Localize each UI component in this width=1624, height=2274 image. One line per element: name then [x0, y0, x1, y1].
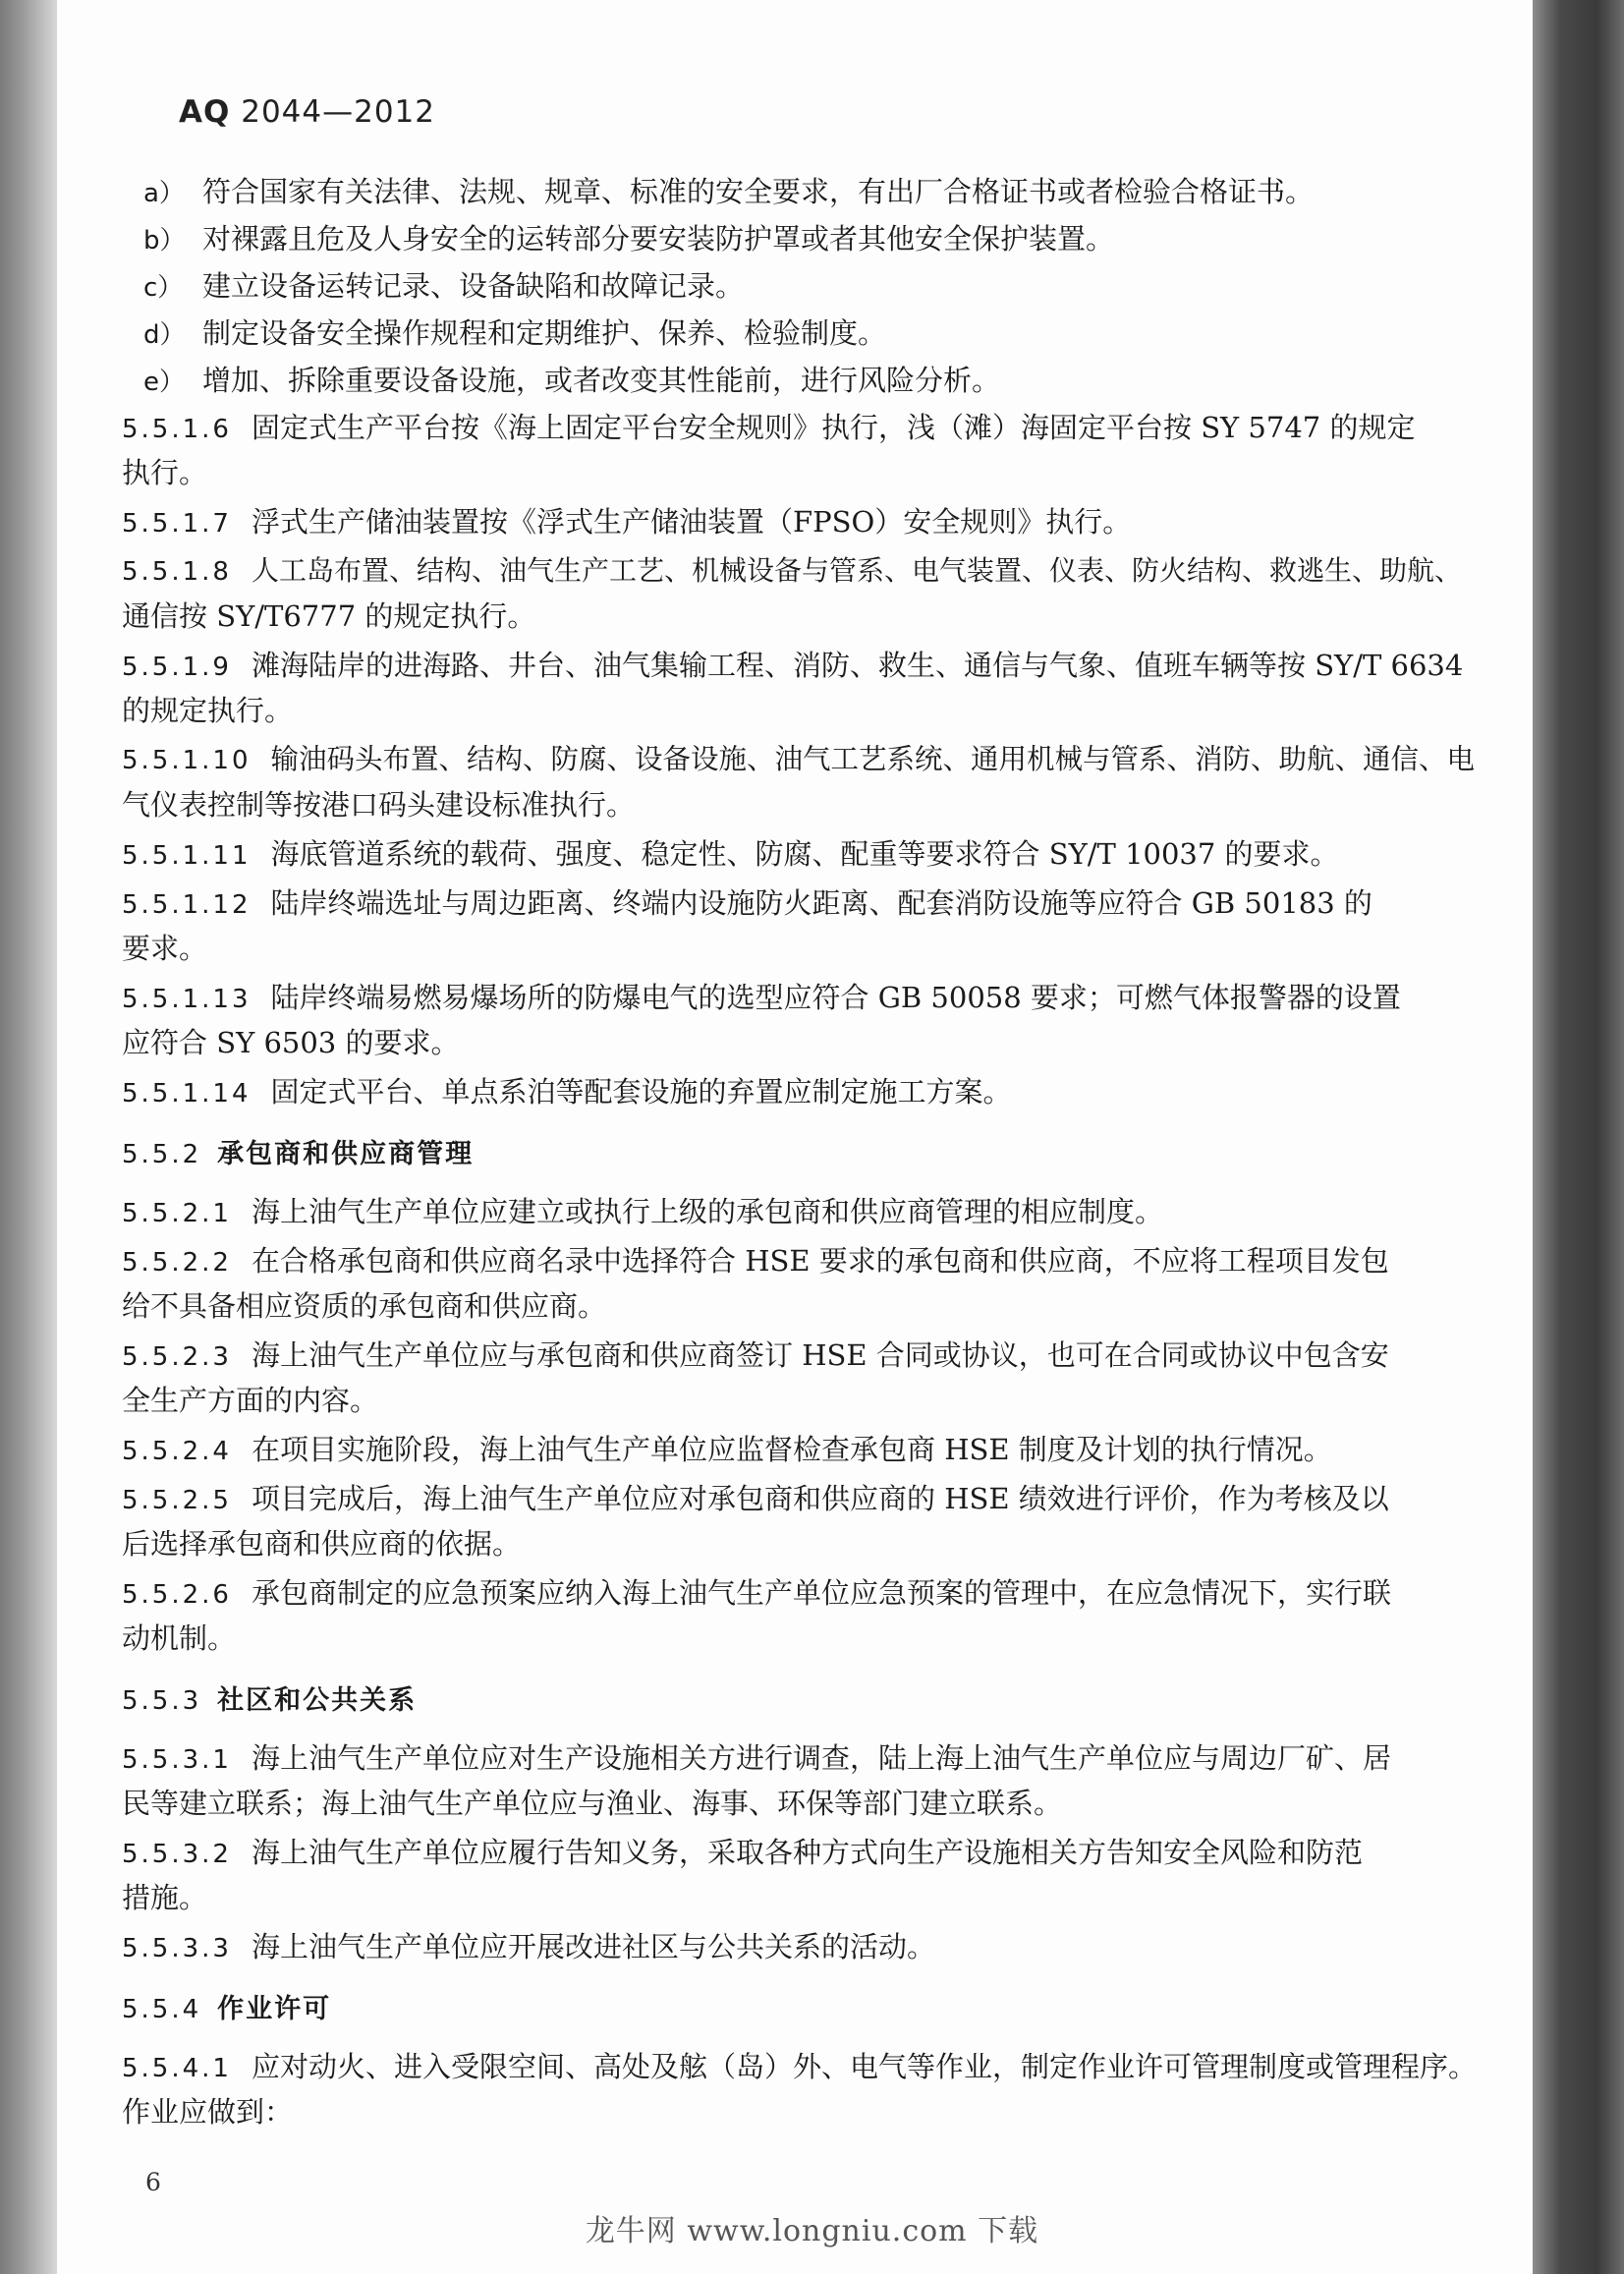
standard-prefix: AQ — [179, 94, 231, 130]
clause-5532: 5.5.3.2 海上油气生产单位应履行告知义务，采取各种方式向生产设施相关方告知安全风险和防范 措施。 — [122, 1836, 1363, 1914]
scan-edge-left — [0, 0, 57, 2274]
standard-number: 2044—2012 — [241, 94, 436, 130]
clause-5525: 5.5.2.5 项目完成后，海上油气生产单位应对承包商和供应商的 HSE 绩效进行评价，作为考核及以 后选择承包商和供应商的依据。 — [122, 1482, 1389, 1561]
section-heading-552: 5.5.2 承包商和供应商管理 — [122, 1139, 475, 1169]
clause-5518: 5.5.1.8 人工岛布置、结构、油气生产工艺、机械设备与管系、电气装置、仪表、防火结构、救逃生、助航、 通信按 SY/T6777 的规定执行。 — [122, 554, 1462, 633]
standard-code-header — [179, 94, 435, 130]
clause-5522: 5.5.2.2 在合格承包商和供应商名录中选择符合 HSE 要求的承包商和供应商，不应将工程项目发包 给不具备相应资质的承包商和供应商。 — [122, 1244, 1389, 1323]
list-item: d） 制定设备安全操作规程和定期维护、保养、检验制度。 — [143, 316, 887, 350]
clause-55113: 5.5.1.13 陆岸终端易燃易爆场所的防爆电气的选型应符合 GB 50058 要求；可燃气体报警器的设置 应符合 SY 6503 的要求。 — [122, 981, 1401, 1059]
clause-5541: 5.5.4.1 应对动火、进入受限空间、高处及舷（岛）外、电气等作业，制定作业许可管理制度或管理程序。 作业应做到： — [122, 2050, 1477, 2129]
clause-55114: 5.5.1.14 固定式平台、单点系泊等配套设施的弃置应制定施工方案。 — [122, 1075, 1012, 1109]
clause-5531: 5.5.3.1 海上油气生产单位应对生产设施相关方进行调查，陆上海上油气生产单位应与周边厂矿、居 民等建立联系；海上油气生产单位应与渔业、海事、环保等部门建立联系。 — [122, 1741, 1391, 1820]
section-heading-553: 5.5.3 社区和公共关系 — [122, 1685, 418, 1716]
clause-55112: 5.5.1.12 陆岸终端选址与周边距离、终端内设施防火距离、配套消防设施等应符合 GB 50183 的 要求。 — [122, 886, 1372, 965]
clause-5517: 5.5.1.7 浮式生产储油装置按《浮式生产储油装置（FPSO）安全规则》执行。 — [122, 505, 1132, 539]
list-item: c） 建立设备运转记录、设备缺陷和故障记录。 — [143, 269, 745, 303]
clause-5533: 5.5.3.3 海上油气生产单位应开展改进社区与公共关系的活动。 — [122, 1930, 935, 1963]
page-number: 6 — [145, 2168, 161, 2196]
clause-55111: 5.5.1.11 海底管道系统的载荷、强度、稳定性、防腐、配重等要求符合 SY/T 10037 的要求。 — [122, 837, 1339, 871]
requirement-list — [122, 169, 1478, 403]
clause-5521: 5.5.2.1 海上油气生产单位应建立或执行上级的承包商和供应商管理的相应制度。 — [122, 1195, 1163, 1228]
clause-5516: 5.5.1.6 固定式生产平台按《海上固定平台安全规则》执行，浅（滩）海固定平台按 SY 5747 的规定 执行。 — [122, 411, 1416, 489]
clause-55110: 5.5.1.10 输油码头布置、结构、防腐、设备设施、油气工艺系统、通用机械与管系、消防、助航、通信、电 气仪表控制等按港口码头建设标准执行。 — [122, 743, 1476, 822]
clause-5523: 5.5.2.3 海上油气生产单位应与承包商和供应商签订 HSE 合同或协议，也可在合同或协议中包含安 全生产方面的内容。 — [122, 1338, 1389, 1417]
list-item: b） 对裸露且危及人身安全的运转部分要安装防护罩或者其他安全保护装置。 — [143, 222, 1115, 256]
clause-5519: 5.5.1.9 滩海陆岸的进海路、井台、油气集输工程、消防、救生、通信与气象、值班车辆等按 SY/T 6634 的规定执行。 — [122, 649, 1464, 727]
list-item: a） 符合国家有关法律、法规、规章、标准的安全要求，有出厂合格证书或者检验合格证书。 — [143, 175, 1315, 208]
scan-edge-right — [1533, 0, 1624, 2274]
list-item: e） 增加、拆除重要设备设施，或者改变其性能前，进行风险分析。 — [143, 364, 1001, 397]
clause-5526: 5.5.2.6 承包商制定的应急预案应纳入海上油气生产单位应急预案的管理中，在应急情况下，实行联 动机制。 — [122, 1576, 1391, 1655]
download-watermark: 龙牛网 www.longniu.com 下载 — [585, 2214, 1039, 2248]
clause-5524: 5.5.2.4 在项目实施阶段，海上油气生产单位应监督检查承包商 HSE 制度及计划的执行情况。 — [122, 1433, 1332, 1466]
section-heading-554: 5.5.4 作业许可 — [122, 1994, 332, 2024]
document-body — [122, 169, 1478, 2138]
